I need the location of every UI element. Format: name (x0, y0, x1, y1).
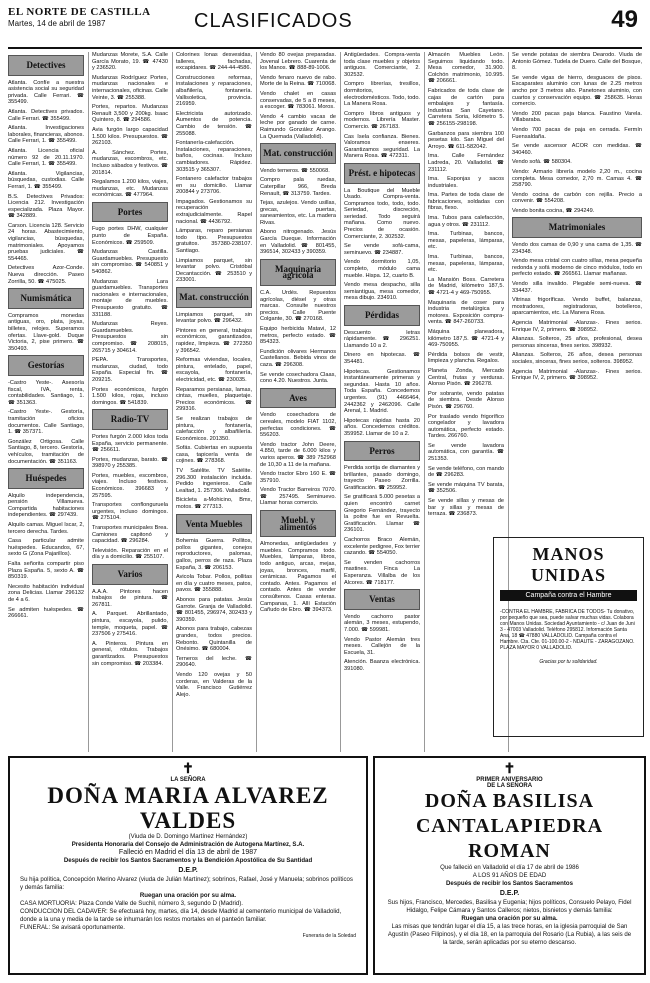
classified-ad: Cachorros Braco Alemán, excelente pedigree, Fox terrier cazando. ☎ 554050. (344, 537, 420, 557)
classified-ad: Portes furgón 2.000 kilos toda España, servicio permanente. ☎ 256611. (92, 433, 168, 454)
classified-ad: Abonos para trabajo, cabezas grandes, todos precios. Rebonto. Quintanilla de Onésimo. ☎ 680004. (176, 626, 252, 653)
classified-ad: Maquinaria de coser para industria metalúrgica y motores. Exposición compra-venta. ☎ 847-260733. (428, 299, 504, 326)
anniv-la: DE LA SEÑORA (486, 783, 533, 789)
section-heading: Numismática (8, 288, 84, 309)
section-heading: Gestorías (8, 355, 84, 376)
classified-ad: Vendo Tractor Barreiros 7070. ☎ 257495. Seminuevo. Llamar horas comercio. (260, 487, 336, 507)
obituary-alvarez (8, 756, 368, 975)
classified-ad: Almonedas, antigüedades y muebles. Compramos todo. Muebles, lámparas, libros, todo antiguo, arcas, mejas, joyas, bronces, marfil, cerámicas. Pagamos el contado. Antes. Pagamos el contado. Antes de vender consúltenos. Casas enteras. Campanas, 1. Allí Estación Cañudo de Ebro. ☎ 394373. (260, 541, 336, 614)
classified-ad: Mudanzas Rodríguez Portes, mudanzas nacionales e internacionales, oficinas. Calle Veinte, 3. ☎ 255388. (92, 74, 168, 101)
classified-ad: Atención. Baanza electrónica. 391080. (344, 659, 420, 672)
classified-ad: Vendo dormitorio 1,05, completo, módulo cama mueble. Hispa. 12, cuarto B. (344, 259, 420, 279)
classified-ad: Falta señorita compartir piso Plaza España. 5, sexto A. ☎ 850319. (8, 561, 84, 581)
classified-ad: Hipotecas. Gestionamos instantáneamente primeras y segundas. Hasta 10 años. Toda España. Concedemos urgentes. (91) 4466464, 2442362 y 2462096. Calle Arenal, 1. Madrid. (344, 368, 420, 415)
anniv-prayer: Ruegan una oración por su alma. (461, 915, 558, 922)
classified-ad: Se vende cosechadora Claas, cono 4.20. Nuestros. Junta. (260, 371, 336, 385)
classified-ad: Compramos monedas antiguas, oro, plata, joyas, billetes, relojes. Superamos ofertas. Llave-gold. Duque Victoria, 2, pise primero. ☎ 350493. (8, 312, 84, 352)
classified-ad: Reparamos persianas, lamas, cintas, muelles, plaquetaje. Precios económicos. ☎ 299316. (176, 386, 252, 413)
newspaper-name: EL NORTE DE CASTILLA (8, 6, 151, 18)
classified-ad: Atlanta. Confíe a nuestra asistencia social su seguridad privada. Calle Ferrari. ☎ 355499. (8, 79, 84, 106)
classified-ad: Almacén Muebles León. Seguimos liquidando todo. Mesa comedor, 31.900. Colchón matrimonio, 10.995. ☎ 206661. (428, 52, 504, 85)
section-title: CLASIFICADOS (194, 10, 353, 32)
classified-ad: Mudanzas Reyes. Guardamuebles. Presupuestos sin compromiso. ☎ 208015, 265715 y 304614. (92, 321, 168, 354)
obit-house: CASA MORTUORIA: Plaza Conde Valle de Suchil, número 3, segundo D (Madrid). (20, 900, 243, 907)
page-header (8, 6, 642, 46)
classified-ad: B.S. Detectives Privados: Licencia 212. Investigación especializada. Plaza Mayor. ☎ 342889. (8, 193, 84, 220)
classified-ad: Alquilo camas. Miguel Iscar, 2, tercero derecha. Tardes. (8, 522, 84, 535)
classified-ad: Agencia Matrimonial -Alanzas-. Fines serios. Enrique IV, 2, primero. ☎ 398952. (512, 320, 642, 333)
classified-ad: Ima. Calle Fernández Ladreda, 20. Valladolid. ☎ 231112. (428, 153, 504, 173)
classified-ad: Perdida sortija de diamantes y brillantes, pasado domingo, trayecto Paseo Zorrilla. Gratificación. ☎ 259952. (344, 465, 420, 491)
section-heading: Mat. construcción (260, 143, 336, 164)
column-divider (340, 52, 341, 752)
obit-funeral: FUNERAL: Se avisará oportunamente. (20, 924, 125, 931)
anniv-rites: Después de recibir los Santos Sacramentos (445, 880, 573, 887)
classified-ad: Hipotecas rápidas hasta 20 años. Concedemos créditos. 359952. Llamar de 10 a 2. (344, 417, 420, 437)
classified-ad: -Castro Yeste-. Asesoría fiscal, IVA, renta, contabilidades. Santiago, 1. ☎ 351363. (8, 379, 84, 406)
classified-ad: Se gratificará 5.000 pesetas a quien encontró carnet Gregorio Fernández, trayecto la poitre fue en Revuelta. Gratificación. Llamar ☎ 236101. (344, 494, 420, 534)
classified-ad: Alianzas. Solteros, 26 años, desea personas sociales, sinceras, fines serios, solteros. 398952. (512, 352, 642, 365)
classified-ad: Se vende sofá-cama, seminuevo. ☎ 234887. (344, 243, 420, 256)
classified-ad: Necesito habitación individual zona Delicias. Llamar 296132 de 4 a 6. (8, 583, 84, 603)
section-heading: Ventas (344, 589, 420, 610)
column-5 (344, 52, 420, 752)
classified-ad: La Mansión Boss. Carretera de Madrid, kilómetro 187,5. ☎ 4721-4 y 469-750955. (428, 276, 504, 296)
classified-ad: Compro libros antiguos y modernos. Librería Master. Comercio. ☎ 267183. (344, 110, 420, 130)
column-3 (176, 52, 252, 752)
classified-ad: Compro librerías, tresillos, dormitorios, electrodomésticos. Todo, todo. La Manera Rosa. (344, 81, 420, 108)
classified-ad: Sofás. Cubiertas en supuesta casa, tapicería venta de cojines. ☎ 278368. (176, 445, 252, 465)
classified-ad: Se vende lavadora automática, con garantía. ☎ 251353. (428, 442, 504, 463)
classified-ad: Transportes municipales Brea. Camiones capitonó y capacidad. ☎ 296284. (92, 525, 168, 545)
classified-ad: Vendo terneros. ☎ 550068. (260, 167, 330, 174)
classified-ad: Se vende potatas de siembra Dearodo. Viuda de Antonio Gómez. Tudela de Duero. Calle del Bosque, 8. (512, 52, 642, 72)
column-divider (172, 52, 173, 752)
classified-ad: La Boutique del Mueble Usado. Compra-venta. Compramos todo, todo, todo. Seriedad, discreción, seriedad. Todo seguirá mañana. Como nuevo. Precios de ocasión. Comerciante, 2. 302532. (344, 187, 420, 240)
anniv-age: A LOS 91 AÑOS DE EDAD (472, 872, 547, 879)
classified-ad: Vendo tractor Ebro 160 E. ☎ 357910. (260, 471, 336, 484)
classified-ad: Por sobrante, vendo patatas de siembra. Desde Alonso Pisón. ☎ 296760. (428, 390, 504, 410)
classified-ad: Vendo cachorro pastor alemán, 3 meses, estupendo, 7.000. ☎ 599981. (344, 613, 420, 633)
classified-ad: Vendo 4 cambio vacas de leche por ganado de carne. Raimundo González Arango. La Quemada (Valladolid). (260, 113, 336, 140)
classified-ad: Portes económicos, furgón 1.500 kilos, rojas, incluso domingos. ☎ 541839. (92, 386, 168, 406)
classified-ad: Fontanería-calefacción. Instalaciones, reparaciones, baños, cocinas. Incluso cambiadores. Rápidez. 303515 y 365307. (176, 140, 252, 173)
section-heading: Portes (92, 202, 168, 223)
classified-ad: Atlanta. Detectives privados. Calle Ferrari. ☎ 355499. (8, 108, 84, 122)
classified-ad: Se vende vigas de hierro, desguaces de pisos. Escaparates aluminio con lunas de 2.25 metros ancho por 3 metros alto. Panetones aluminio, con cuartos y conservación equipo. ☎ 258635. Horas comercio. (512, 74, 642, 108)
column-2 (92, 52, 168, 752)
classified-ad: Vendo silla invalido. Plegable semi-nueva. ☎ 334437. (512, 281, 642, 294)
classified-ad: Fugo portes DHW, cualquier punto de España. Económicos. ☎ 259509. (92, 226, 168, 246)
classified-ad: Ima. Partes de toda clase de fabricaciones, soldadas con fibras, flexo. (428, 192, 504, 212)
classified-ad: Carson. Licencia 128. Servicio 24 horas. Abastecimiento, vigilancias, búsquedas, matrimoniales. Apoyamos pruebas judiciales. ☎ 554465. (8, 222, 84, 262)
classified-ad: Fontanero calefactor trabajos en su domicilio. Llamar 200844 y 273706. (176, 176, 252, 196)
classified-ad: Impagados. Gestionamos su recuperación extrajudicialmente. Rapel nacional. ☎ 4436792. (176, 198, 252, 225)
classified-ad: Fundición olivares Hermanos Castellanos. Bebida vinos de caza. ☎ 296308. (260, 348, 336, 368)
classified-ad: Limpiamos parquet, sin levantar polvo. ☎ 296432. (176, 311, 252, 325)
classified-ad: Vendo 200 pacas paja blanca. Faustino Varela. Villabaraba. (512, 110, 642, 124)
anniv-name-2: CANTALAPIEDRA ROMAN (415, 815, 604, 862)
classified-ad: Antigüedades. Compra-venta toda clase muebles y objetos antiguos. Comerciante, 2. 302532. (344, 52, 420, 78)
anniv-family: Sus hijos, Francisco, Mercedes, Basilisa y Eugenia; hijos políticos, Consuelo Pelayo, Fidel Hidalgo, Felipe Cámara y Santos Calleros; nietos, bisnietos y demás familia: (387, 899, 632, 914)
obit-name: DOÑA MARIA ALVAREZ VALDES (47, 783, 329, 833)
obit-prayer: Ruegan una oración por su alma. (139, 892, 237, 899)
classified-ad: Atlanta. Licencia oficial número 92 de 20.11.1970. Calle Ferrari, 1. ☎ 355499. (8, 147, 84, 168)
classified-ad: -Castro Yeste-. Gestoría, tramitación oficios documentos. Calle Santiago, 1. ☎ 357371. (8, 409, 84, 436)
classified-ad: González Ortigosa. Calle Santiago, 8, tercero. Gestoría, vehículos, tramitación de documentación. ☎ 351163. (8, 438, 84, 465)
classified-ad: Vendo bonita cocina, ☎ 294249. (512, 207, 595, 214)
classified-ad: Vendo 700 pacas de paja en cerrada. Fermín Fuensaldaña. (512, 126, 642, 140)
obit-death: Falleció en Madrid el día 13 de abril de 1987 (118, 849, 258, 856)
classified-ad: PEPA. Transportes, mudanzas, ciudad, todo España. Especial fin. ☎ 209215. (92, 357, 168, 383)
obit-title: LA SEÑORA (170, 777, 206, 783)
column-divider (424, 52, 425, 752)
classified-ad: Vendo fenaro nuevo de rabo. Morte de la Reina. ☎ 710068. (260, 74, 336, 88)
classified-ad: Descuento letras rápidamente. ☎ 296251. Llamando 10 a 2. (344, 329, 420, 349)
obit-family: Su hija política, Concepción Merino Alvarez (viuda de Julián Martínez); sobrinos, Rafael, José y Manuela; sobrinos políticos y demás familia: (20, 876, 353, 891)
classified-ad: Mudanzas Lara guardamuebles. Transportes nacionales e internacionales, montaje de muebles. Presupuesto gratuito. ☎ 331188. (92, 278, 168, 318)
classified-ad: Garbanzos para siembra 100 pesetas kilo. San Miguel del Arroyo. ☎ 611-582042. (428, 130, 504, 150)
classified-ad: Dinero en hipotecas. ☎ 354481. (344, 352, 420, 365)
classified-ad: Abonos para patatas. Jesús Garrote. Granja de Valladolid. ☎ 801455, 296974, 302433 y 390359. (176, 596, 252, 623)
classified-ad: Portes, mudanzas, barato. ☎ 398970 y 255385. (92, 456, 168, 470)
classified-ad: Cas Isela confianza. Bienes. Valoramos enseres. Garantizamos seguridad. La Manera Rosa. ☎ 472311. (344, 133, 420, 160)
classified-ad: Transportes conflonguruela urgentes, incluso domingos. ☎ 275104. (92, 502, 168, 522)
header-rule (8, 47, 642, 49)
classified-ad: Vendo dos camas de 0,90 y una cama de 1,35. ☎ 234348. (512, 242, 642, 255)
classified-ad: Pérdida bolsos de vestir, limpieza y plancha. Regalos. (428, 351, 504, 365)
classified-ad: Vendo sofá. ☎ 580304. (512, 159, 572, 166)
classified-ad: Alianzas. Solteros, 25 años, profesional, desea personas sinceras, fines serios. 398932. (512, 336, 642, 349)
ad-footer: Gracias por tu solidaridad. (539, 659, 598, 665)
classified-ad: Terneros del leche. ☎ 290640. (176, 655, 252, 669)
classified-ad: Televisión. Reparación en el día y a domicilio. ☎ 255107. (92, 547, 168, 561)
classified-ad: Vitrinas frigoríficas. Vendo buffet, balanzas, mostradores, registradoras, botelleros, aparcamientos, etc. La Manera Rosa. (512, 297, 642, 317)
classified-ad: Casa particular admite huéspedes. Educandos, 67, sexto G (Zona Pajarillos). (8, 538, 84, 558)
classified-ad: Por traslado vendo frigorífico congelador y lavadora automática, perfecto estado. Tardes. 266760. (428, 413, 504, 440)
classified-ad: Reformas viviendas, locales, pintura, entelado, papel, escayola, fontanería, electricidad, etc. ☎ 230035. (176, 357, 252, 383)
classified-ad: Alquilo independencia, pensión Villanueva. Compartida habitaciones independientes. ☎ 297439. (8, 492, 84, 519)
obit-widow: (Viuda de D. Domingo Martínez Hernández) (128, 833, 248, 840)
classified-ad: Vendo chalet en casas conservadas, de 5 a 8 meses, a escoger. ☎ 783061. Moros. (260, 90, 336, 111)
classified-ad: Avia furgón largo capacidad 1.500 kilos. Presupuestos. ☎ 262103. (92, 126, 168, 147)
classified-ad: Agencia Matrimonial -Alanzas-. Fines serios. Enrique IV, 2, primero. ☎ 398952. (512, 368, 642, 382)
cross-icon: ✝ (503, 760, 516, 776)
obit-rites: Después de recibir los Santos Sacramentos y la Bendición Apostólica de Su Santidad (63, 857, 313, 864)
classified-ad: Máquina planeadora, kilómetro 187,5. ☎ 4721-4 y 469-750955. (428, 328, 504, 349)
section-heading: Detectives (8, 55, 84, 76)
classified-ad: Limpiamos parquet, sin levantar polvo. Cristóbal Decantacción. ☎ 253510 y 233001. (176, 257, 252, 284)
classified-ad: Abono nitrogenado. Jesús García Dueque. Información en Valladolid. ☎ 801455, 396514, 302433 y 390359. (260, 229, 336, 256)
classified-ad: Vendo tractor John Deere, 4.850, tarde de 6.000 kilos y varios aperos. ☎ 389 752968 de 10,30 a 11 de la mañana. (260, 441, 336, 468)
anniv-dep: D.E.P. (499, 890, 520, 897)
classified-ad: A. Sánchez. Portes, mudanzas, escombros, etc. Incluso sábados y festivos. ☎ 201814. (92, 149, 168, 176)
classified-ad: Detectives Azor-Conde. Nueva dirección. Paseo Zorrilla, 50. ☎ 475025. (8, 265, 84, 285)
classified-ad: Construcciones reformas, instalaciones y reparaciones, albañilería, fontanería. Vallisoletica, provincia. 216959. (176, 74, 252, 108)
classified-ad: Colorines lonas desvesidas, talleres, fachadas, excapidares. ☎ 244-44-4586. (176, 52, 252, 72)
classified-ad: TV Satélite. TV Satélite. 296.300 instalación incluida. Pedido ingenieros. Calle Lealtad, 1. 257306. Valladolid. (176, 468, 252, 494)
classified-ad: C.A. Urdés. Repuestos agrícolas, diésel y otras marcas. Consulte nuestros precios. Calle Puente Colgante, 30. ☎ 270168. (260, 290, 336, 323)
classified-ad: Fabricados de toda clase de cajas de cartón para embalajes y fantasía. Industrias San Cayetano. Carretera Soria, kilómetro 5. ☎ 256155-298198. (428, 87, 504, 127)
classified-ad: Ima. Turbinas, bancos, mesas, papeleras, lámparas, etc. (428, 231, 504, 251)
obit-dep: D.E.P. (178, 867, 198, 874)
anniv-masses: Las misas que tendrán lugar el día 15, a las trece horas, en la iglesia parroquial de San Agustín (Paseo Filipinos), y el día 18, en la parroquia del Rosario (La Rubia), a las seis de la tarde, serán aplicadas por su eterno descanso. (387, 923, 632, 946)
funeral-agency: Funeraria de la Soledad (302, 933, 356, 939)
classified-ad: Vendo Pastor Alemán tres meses. Callejón de la Escuela, 31. (344, 636, 420, 656)
classified-ad: Se vende máquina TV barata, ☎ 352506. (428, 481, 504, 495)
column-divider (88, 52, 89, 752)
classified-ad: Planeta Zonda, Mercado Central, frutas y verduras. Alonso Pisón. ☎ 296278. (428, 367, 504, 388)
ad-title: MANOS UNIDAS (530, 544, 606, 585)
classified-ad: Pintores en general, trabajos económicos, garantizados, rapidez, limpieza. ☎ 272350 y 396542. (176, 327, 252, 354)
classified-ad: Lámparas, reparo persianas todo tipo. Presupuestos gratuitos. 357380-238107. Santiago. (176, 228, 252, 255)
classified-ad: Mudanzas Castilla. Guardamuebles. Presupuesto sin compromiso. ☎ 540851 y 540862. (92, 249, 168, 276)
classified-ad: Equipo herbicida Matavi, 12 metros, perfecto estado. ☎ 854323. (260, 326, 336, 346)
classified-ad: Vendo mesa cristal con cuatro sillas, mesa pequeña redonda y sofá moderno de cinco módulos, todo en perfecto estado. ☎ 266561. Llamar mañanas. (512, 258, 642, 278)
section-heading: Varios (92, 564, 168, 585)
section-heading: Mat. construcción (176, 287, 252, 308)
section-heading: Venta Muebles (176, 514, 252, 535)
ad-body: -CONTRA EL HAMBRE, FABRICA DE TODOS- Tu donativo, por pequeño que sea, puede salvar muchas vidas. Colabora con Manos Unidas. Sociedad Ayuntamiento - c/ Juan de Juni 3 - 47003 Valladolid. Teléfono 295812. Información Santa Ana, 18 ☎ 47880 VALLADOLID. Campaña contra el Hambre. Cta. Cte. 01-100.00-2 - NDAUTE - ZARAGOZANO. PLAZA MAYOR 0 VALLADOLID. (500, 609, 635, 651)
classified-ad: A. Parquet. Abrillantado, pintura, escayola, pulido, temple, moqueta, papel. ☎ 237506 y 275416. (92, 611, 168, 638)
classified-ad: Ima. Esponjas y sacos industriales. (428, 176, 504, 189)
classified-ad: Vendo mesa despacho, silla semiantigua, mesa comedor, mesa dibujo. 234910. (344, 282, 420, 302)
obituary-cantalapiedra (373, 756, 646, 975)
classified-ad: Ima. Tubos para calefacción, agua y otros. ☎ 231112. (428, 215, 504, 228)
manos-unidas-ad (493, 537, 644, 737)
classified-ad: Regalamos 1.200 kilos, viajes, mudanzas, etc. Mudanzas económicas. ☎ 477964. (92, 179, 168, 199)
classified-ad: Vendo: Armario librería modelo 2,20 m., cocina completa. Mesa comedor, 2,70 m. Camas 4. ☎ 258790. (512, 168, 642, 189)
classified-ad: A.A.A. Pintores hacen trabajos de pintura. ☎ 267811. (92, 588, 168, 608)
anniv-name-1: DOÑA BASILISA (424, 790, 595, 812)
classified-ad: Vendo cosechadora de cereales, modelo FIAT 1102, perfectas condiciones. ☎ 556203. (260, 412, 336, 439)
classified-ad: Vendo 80 ovejas preparadas. Jovenal Lebrero. Cuarenta de los Manos. ☎ 888-89-1006. (260, 52, 336, 72)
section-heading: Aves (260, 388, 336, 409)
classified-ad: Se vende sillas y mesas de bar y sillas y mesas de terraza. ☎ 236873. (428, 498, 504, 518)
classified-ad: Mudanzas Morete, S.A. Calle García Morato, 19. ☎ 47430 y 236520. (92, 52, 168, 72)
classified-ad: Se vende ascensor ACOR con medidas. ☎ 340460. (512, 143, 642, 156)
section-heading: Prést. e hipotecas (344, 163, 420, 184)
classified-ad: Se venden cachorros mastines. Finca La Esperanza. Villalba de los Alcores. ☎ 718177. (344, 559, 420, 586)
column-1 (8, 52, 84, 752)
page-number: 49 (611, 6, 638, 33)
ad-subtitle: Campaña contra el Hambre (500, 590, 637, 601)
classified-ad: A. Pinteros. Pintura en general, rótulos. Trabajos garantizados. Presupuestos sin compromiso. ☎ 203384. (92, 640, 168, 667)
section-heading: Pérdidas (344, 305, 420, 326)
classified-ad: Atlanta. Investigaciones laborales, financieras, abonos. Calle Ferrari, 1. ☎ 355499. (8, 125, 84, 145)
section-heading: Matrimoniales (512, 217, 642, 238)
section-heading: Muebl. y alimentos (260, 510, 336, 537)
obit-role: Presidenta Honoraria del Consejo de Administración de Autogena Martínez, S.A. (71, 841, 305, 848)
anniv-death: Que falleció en Valladolid el día 17 de abril de 1986 (440, 864, 579, 871)
classified-ad: Bicicleta a-Mohicino, Bmx, motos. ☎ 277313. (176, 497, 252, 511)
classified-ad: Bohemia Guerra. Pollitos, pollos gigantes, conejos reproductores, palomas, gallos, perros de raza. Plaza España, 3. ☎ 206153. (176, 538, 252, 571)
section-heading: Huéspedes (8, 468, 84, 489)
anniv-title: PRIMER ANIVERSARIO (476, 777, 543, 783)
classified-ad: Vendo cocina de carbón con rejilla. Precio a convenir. ☎ 554208. (512, 191, 642, 205)
classified-ad: Se realizan trabajos de pintura, fontanería, calefacción y albañilería. Económicos. 201350. (176, 415, 252, 442)
section-heading: Maquinaria agrícola (260, 259, 336, 286)
column-4 (260, 52, 336, 752)
classified-ad: Se vende teléfono, con mando de ☎ 296283. (428, 465, 504, 479)
section-heading: Radio-TV (92, 409, 168, 430)
classified-ad: Avicola Tobar. Pollos, pollitas en día y cuatro meses, patos, pavos. ☎ 355888. (176, 574, 252, 594)
classified-ad: Compro pala ruedas, Caterpillar 966, Breda Renault, ☎ 313759. Tardes. (260, 177, 336, 197)
obit-transfer: CONDUCCION DEL CADAVER: Se efectuará hoy, martes, día 14, desde Madrid al cementerio municipal de Valladolid, donde a la una y media de la tarde se inhumarán los restos mortales en el panteón familiar. (20, 908, 342, 923)
column-divider (256, 52, 257, 752)
cross-icon: ✝ (182, 760, 194, 776)
classified-ad: Atlanta. Vigilancias, búsquedas, custodias. Calle Ferrari, 1. ☎ 355499. (8, 170, 84, 190)
classified-ad: Vendo 120 ovejas y 50 corderas, en Valderas de la Valle. Francisco Gutiérrez Alejo. (176, 671, 252, 698)
classified-ad: Portes, muebles, escombros, viajes. Incluso festivos. Económicos. 396683 y 257595. (92, 472, 168, 499)
issue-date: Martes, 14 de abril de 1987 (8, 19, 106, 28)
classified-ad: Electricista autorizado. Aumentos de potencia. Cambio de tensión. ☎ 255088. (176, 110, 252, 137)
classified-ad: Se admiten huéspedes. ☎ 266661. (8, 606, 84, 620)
classified-ad: Portes, repartos. Mudanzas Renault 3,500 y 200kg. Isaac Quintero, 8. ☎ 294586. (92, 104, 168, 124)
classified-ad: Ima. Turbinas, bancos, mesas, papeleras, lámparas, etc. (428, 254, 504, 274)
classified-ad: Tejas, azulejos. Vendo usillas, grecas, puertas, saneamientos, etc. La madera Rivas. (260, 200, 336, 226)
section-heading: Perros (344, 441, 420, 462)
